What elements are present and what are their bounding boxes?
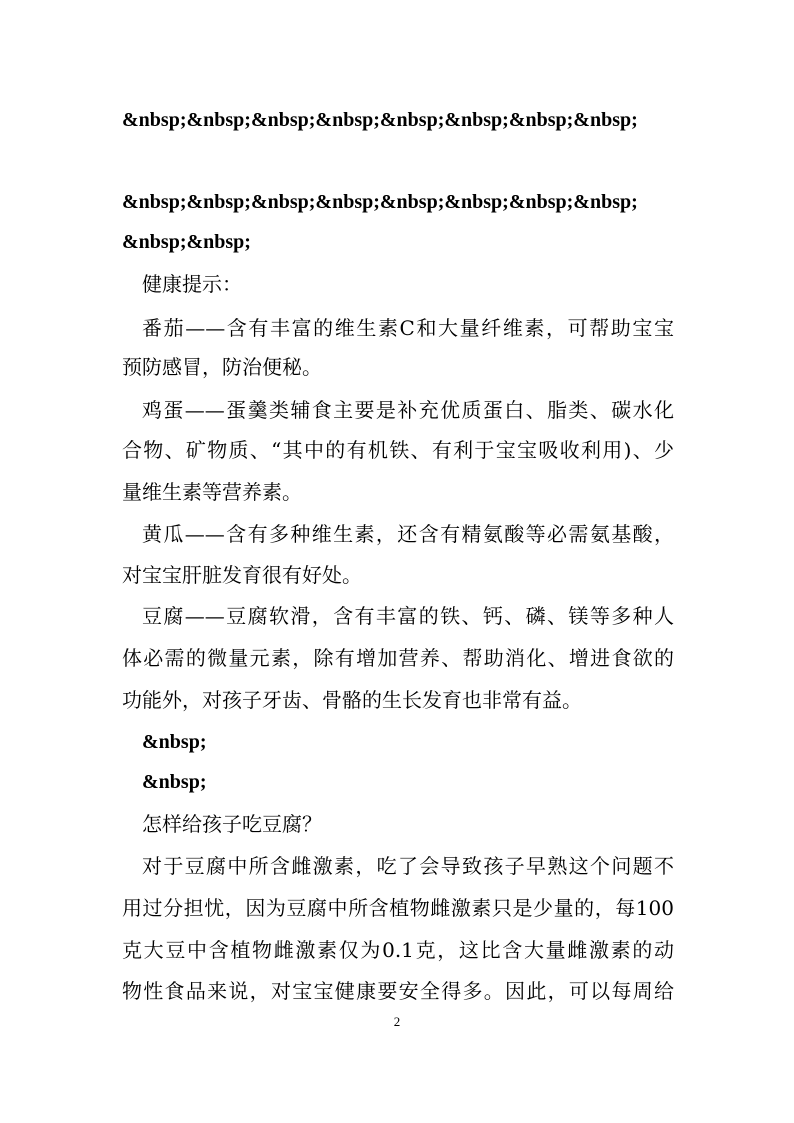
paragraph-estrogen-line-1: 对于豆腐中所含雌激素，吃了会导致孩子早熟这个问题不	[142, 854, 674, 878]
paragraph-tofu-line-1: 豆腐——豆腐软滑，含有丰富的铁、钙、磷、镁等多种人	[142, 604, 674, 628]
paragraph-tomato-line-2: 预防感冒，防治便秘。	[122, 355, 322, 379]
paragraph-estrogen-line-4: 物性食品来说，对宝宝健康要安全得多。因此，可以每周给	[122, 979, 674, 1003]
nbsp-line-4: &nbsp;	[142, 731, 207, 753]
paragraph-cucumber-line-1: 黄瓜——含有多种维生素，还含有精氨酸等必需氨基酸，	[142, 522, 674, 546]
paragraph-cucumber-line-2: 对宝宝肝脏发育很有好处。	[122, 563, 362, 587]
section-heading-how-to-feed-tofu: 怎样给孩子吃豆腐？	[142, 812, 322, 836]
nbsp-line-2: &nbsp;&nbsp;&nbsp;&nbsp;&nbsp;&nbsp;&nbsp;&nbsp;	[122, 191, 638, 213]
paragraph-egg-line-3: 量维生素等营养素。	[122, 480, 302, 504]
paragraph-tofu-line-2: 体必需的微量元素，除有增加营养、帮助消化、增进食欲的	[122, 646, 674, 670]
paragraph-tomato-line-1: 番茄——含有丰富的维生素C和大量纤维素，可帮助宝宝	[142, 316, 674, 340]
paragraph-estrogen-line-3: 克大豆中含植物雌激素仅为0.1克，这比含大量雌激素的动	[122, 938, 674, 962]
paragraph-estrogen-line-2: 用过分担忧，因为豆腐中所含植物雌激素只是少量的，每100	[122, 896, 674, 920]
nbsp-line-5: &nbsp;	[142, 771, 207, 793]
nbsp-line-3: &nbsp;&nbsp;	[122, 231, 251, 253]
paragraph-egg-line-1: 鸡蛋——蛋羹类辅食主要是补充优质蛋白、脂类、碳水化	[142, 398, 674, 422]
nbsp-line-1: &nbsp;&nbsp;&nbsp;&nbsp;&nbsp;&nbsp;&nbsp;&nbsp;	[122, 109, 638, 131]
section-heading-health-tips: 健康提示：	[142, 272, 242, 296]
paragraph-egg-line-2: 合物、矿物质、“其中的有机铁、有利于宝宝吸收利用)、少	[122, 438, 674, 462]
page-number: 2	[393, 1014, 401, 1029]
paragraph-tofu-line-3: 功能外，对孩子牙齿、骨骼的生长发育也非常有益。	[122, 688, 582, 712]
